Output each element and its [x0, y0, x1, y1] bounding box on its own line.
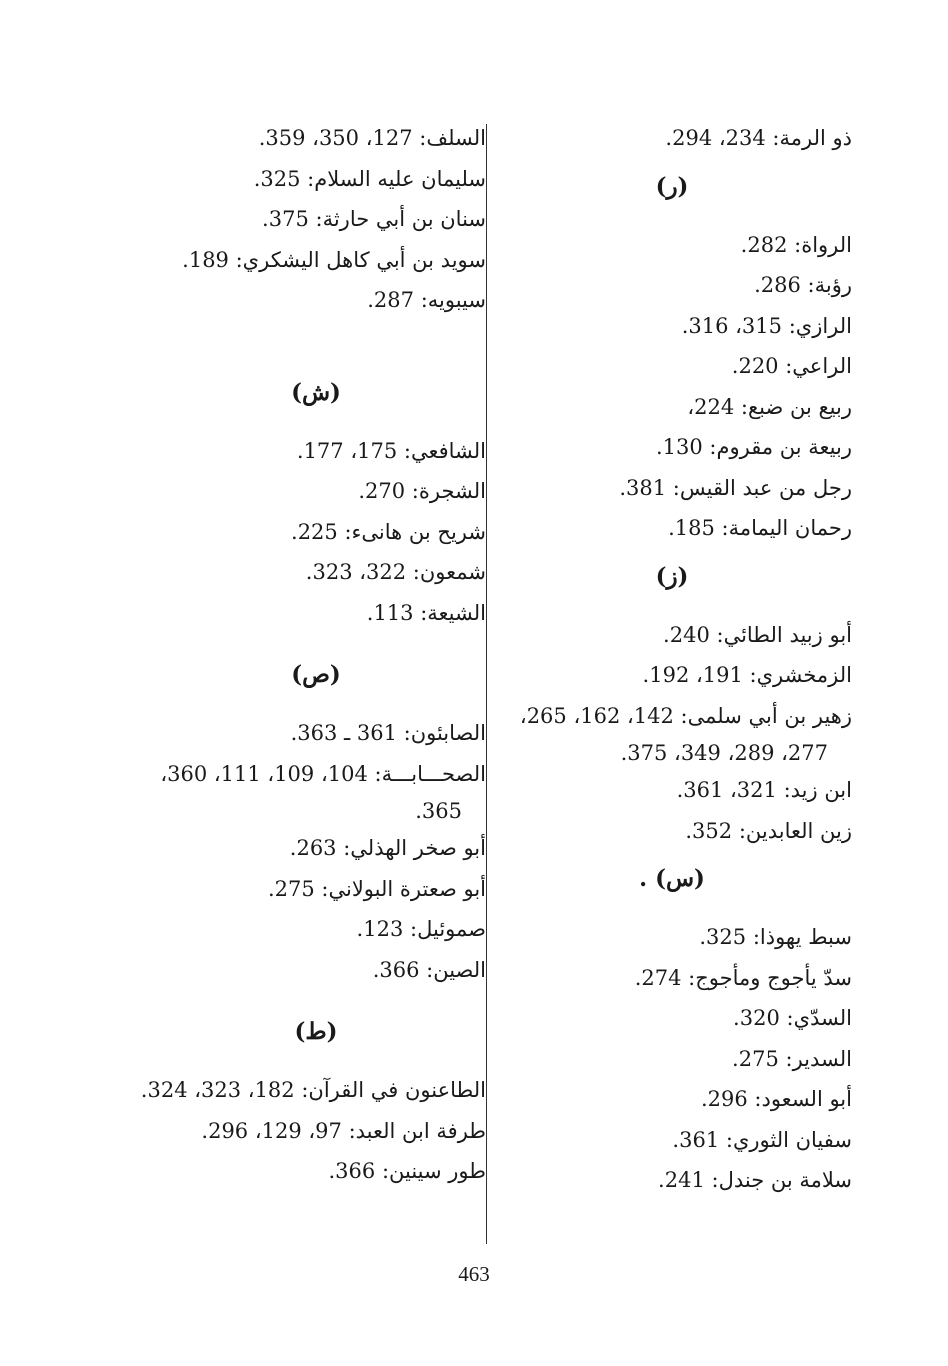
- index-entry-text: أبو صعترة البولاني: 275.: [267, 876, 486, 901]
- letter-heading: (ص): [291, 661, 341, 688]
- index-entry: [492, 958, 852, 999]
- index-entry: [492, 917, 852, 958]
- index-column-right: [492, 118, 852, 1201]
- index-entry: [492, 998, 852, 1039]
- index-entry: [492, 811, 852, 852]
- index-entry-text: السدير: 275.: [732, 1046, 852, 1071]
- index-entry: [492, 427, 852, 468]
- index-entry-text: أبو زبيد الطائي: 240.: [663, 622, 852, 647]
- index-entry-text: سيبويه: 287.: [367, 288, 486, 312]
- index-entry: [492, 615, 852, 656]
- index-entry-text: الشافعي: 175، 177.: [296, 438, 486, 463]
- index-entry-text: رؤبة: 286.: [754, 273, 852, 297]
- index-entry-text: ذو الرمة: 234، 294.: [665, 126, 852, 150]
- index-entry-text: السلف: 127، 350، 359.: [258, 126, 486, 150]
- index-entry-text: زين العابدين: 352.: [685, 818, 852, 843]
- index-entry: [146, 1111, 486, 1152]
- index-column-left: [140, 118, 486, 1192]
- index-entry-text: الصابئون: 361 ـ 363.: [290, 721, 486, 745]
- index-entry: [146, 869, 486, 910]
- index-entry-text: الزمخشري: 191، 192.: [642, 663, 852, 687]
- index-entry: [146, 713, 486, 754]
- index-entry-continuation: 277، 289، 349، 375.: [620, 741, 828, 765]
- index-entry: [146, 471, 486, 512]
- index-entry-text: أبو صخر الهذلي: 263.: [289, 836, 486, 860]
- index-entry: [146, 280, 486, 321]
- index-entry-text: سدّ يأجوج ومأجوج: 274.: [634, 965, 852, 990]
- index-entry: [146, 909, 486, 950]
- index-entry-text: ابن زيد: 321، 361.: [676, 778, 852, 802]
- index-entry: [492, 770, 852, 811]
- index-entry: [492, 1039, 852, 1080]
- index-entry-text: رحمان اليمامة: 185.: [668, 516, 852, 540]
- index-entry: [492, 655, 852, 696]
- index-entry-text: السدّي: 320.: [733, 1006, 852, 1030]
- index-entry: [492, 387, 852, 428]
- index-entry-text: سليمان عليه السلام: 325.: [253, 166, 486, 191]
- index-entry: [146, 950, 486, 991]
- index-entry: [146, 754, 486, 829]
- index-entry-text: الشجرة: 270.: [358, 479, 486, 503]
- letter-heading: (ز): [655, 562, 689, 590]
- index-entry: [146, 159, 486, 200]
- index-entry: [492, 1079, 852, 1120]
- index-entry-text: صموئيل: 123.: [356, 917, 486, 941]
- letter-heading: (س) .: [639, 865, 705, 892]
- column-divider: [486, 124, 487, 1244]
- index-entry-text: شريح بن هانىء: 225.: [291, 519, 486, 544]
- index-entry: [146, 431, 486, 472]
- index-entry-continuation: 365.: [415, 799, 462, 823]
- index-entry: [146, 828, 486, 869]
- index-entry: [146, 118, 486, 159]
- index-entry: [146, 552, 486, 593]
- index-entry: [146, 199, 486, 240]
- index-entry: [492, 225, 852, 266]
- index-entry: [146, 593, 486, 634]
- index-entry: [492, 1120, 852, 1161]
- index-entry-text: سبط يهوذا: 325.: [699, 925, 852, 949]
- index-entry-text: الرازي: 315، 316.: [681, 313, 852, 338]
- letter-heading: (ط): [294, 1018, 338, 1045]
- index-entry-text: سفيان الثوري: 361.: [672, 1127, 852, 1152]
- index-entry-text: ربيع بن ضبع: 224،: [687, 394, 852, 419]
- index-entry-text: رجل من عبد القيس: 381.: [619, 475, 852, 500]
- index-entry-text: أبو السعود: 296.: [700, 1087, 852, 1111]
- index-entry: [146, 240, 486, 281]
- section-gap: [146, 990, 486, 1004]
- index-entry: [492, 508, 852, 549]
- index-entry: [492, 306, 852, 347]
- index-entry: [492, 1160, 852, 1201]
- index-entry: [492, 346, 852, 387]
- index-entry-text: ربيعة بن مقروم: 130.: [655, 435, 852, 459]
- index-entry: [146, 1151, 486, 1192]
- index-entry-text: سلامة بن جندل: 241.: [658, 1168, 852, 1192]
- index-entry-text: الطاعنون في القرآن: 182، 323، 324.: [140, 1078, 486, 1102]
- index-entry-text: زهير بن أبي سلمى: 142، 162، 265،: [519, 703, 852, 728]
- index-entry: [492, 468, 852, 509]
- index-entry-text: الصحـــابـــة: 104، 109، 111، 360،: [160, 761, 486, 786]
- section-gap: [146, 633, 486, 647]
- index-entry: [492, 696, 852, 771]
- index-entry-text: الرواة: 282.: [740, 232, 852, 257]
- index-entry-text: سنان بن أبي حارثة: 375.: [262, 207, 486, 231]
- index-entry-text: الصين: 366.: [372, 957, 486, 982]
- index-entry: [140, 1070, 486, 1111]
- index-entry-text: الراعي: 220.: [731, 354, 852, 378]
- index-entry-text: سويد بن أبي كاهل اليشكري: 189.: [182, 247, 486, 272]
- index-entry: [146, 512, 486, 553]
- section-gap: [146, 321, 486, 365]
- letter-heading: (ر): [655, 172, 689, 200]
- index-entry-text: طرفة ابن العبد: 97، 129، 296.: [201, 1118, 486, 1143]
- index-entry-text: الشيعة: 113.: [366, 600, 486, 625]
- index-entry-text: شمعون: 322، 323.: [305, 560, 486, 584]
- index-entry: [492, 265, 852, 306]
- index-entry-text: طور سينين: 366.: [328, 1159, 486, 1183]
- page-number: 463: [458, 1262, 490, 1286]
- letter-heading: (ش): [291, 378, 341, 406]
- index-entry: [492, 118, 852, 159]
